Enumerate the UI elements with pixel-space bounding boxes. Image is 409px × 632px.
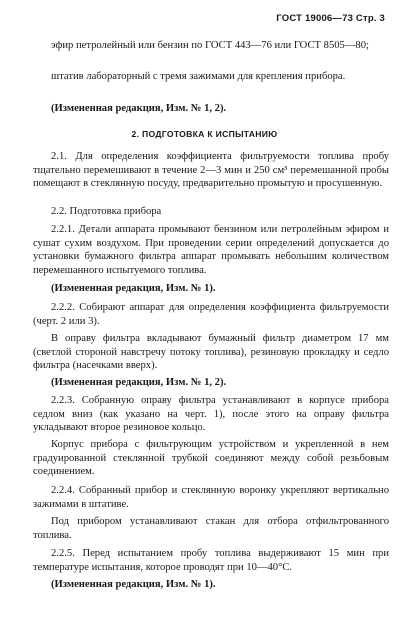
amendment-note: (Измененная редакция, Изм. № 1). [51, 283, 216, 294]
paragraph: 2.1. Для определения коэффициента фильтруемости топлива пробу тщательно перемешивают в течение 2—3 мин и 250 см³ перемешанной пробы помещают в стеклянную посуду, предварительно промытую и просушенную. [33, 151, 389, 190]
paragraph: Под прибором устанавливают стакан для отбора отфильтрованного топлива. [33, 516, 389, 541]
paragraph: 2.2.2. Собирают аппарат для определения коэффициента фильтруемости (черт. 2 или 3). [33, 302, 389, 327]
page-header: ГОСТ 19006—73 Стр. 3 [276, 13, 385, 24]
paragraph: 2.2.3. Собранную оправу фильтра устанавливают в корпусе прибора седлом вниз (как указано на черт. 1), после этого на оправу фильтра укладывают второе резиновое кольцо. [33, 395, 389, 434]
paragraph: 2.2.1. Детали аппарата промывают бензином или петролейным эфиром и сушат сухим воздухом. При проведении серии определений допускается до установки бумажного фильтра аппарат промывать небольшим количеством перемешанного испытуемого топлива. [33, 224, 389, 276]
amendment-note: (Измененная редакция, Изм. № 1, 2). [51, 377, 227, 388]
paragraph: 2.2.5. Перед испытанием пробу топлива выдерживают 15 мин при температуре испытания, которое проводят при 10—40°С. [33, 548, 389, 573]
paragraph: 2.2. Подготовка прибора [51, 206, 162, 217]
paragraph: эфир петролейный или бензин по ГОСТ 443—76 или ГОСТ 8505—80; [51, 40, 369, 51]
amendment-note: (Измененная редакция, Изм. № 1, 2). [51, 103, 227, 114]
paragraph: 2.2.4. Собранный прибор и стеклянную воронку укрепляют вертикально зажимами в штативе. [33, 485, 389, 510]
amendment-note: (Измененная редакция, Изм. № 1). [51, 579, 216, 590]
paragraph: В оправу фильтра вкладывают бумажный фильтр диаметром 17 мм (светлой стороной навстречу потоку топлива), резиновую прокладку и седло фильтра (насечками вверх). [33, 333, 389, 372]
paragraph: Корпус прибора с фильтрующим устройством и укрепленной в нем градуированной стеклянной трубкой соединяют между собой резьбовым соединением. [33, 439, 389, 478]
section-heading: 2. ПОДГОТОВКА К ИСПЫТАНИЮ [131, 129, 278, 139]
paragraph: штатив лабораторный с тремя зажимами для крепления прибора. [51, 71, 346, 82]
